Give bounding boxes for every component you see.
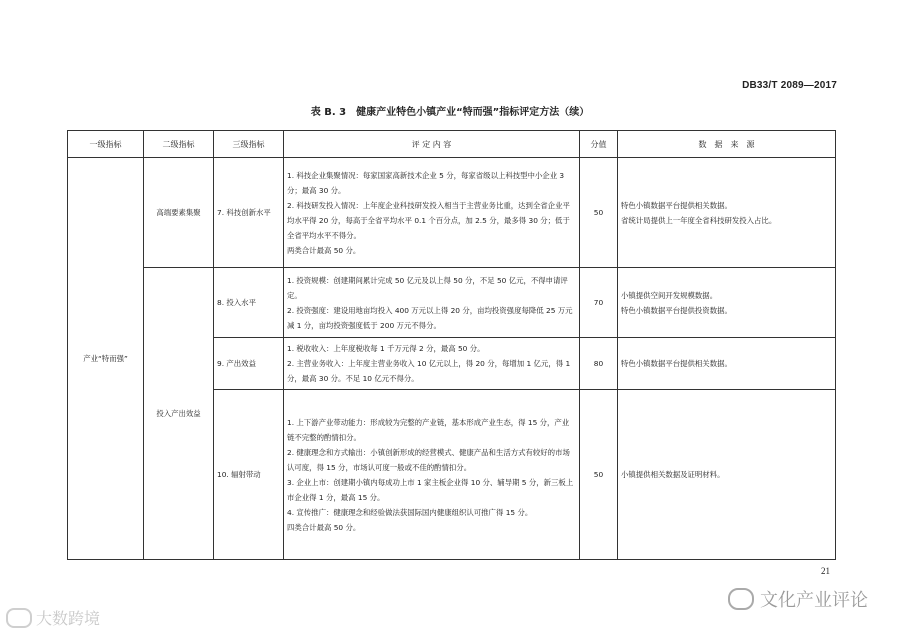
source-cell	[618, 158, 836, 268]
level3-cell: 7. 科技创新水平	[214, 158, 284, 268]
source-line: 特色小镇数据平台提供相关数据。	[621, 200, 732, 210]
score-cell: 70	[580, 268, 618, 338]
level2-cell: 高端要素集聚	[144, 158, 214, 268]
content-line: 1. 投资规模：创建期间累计完成 50 亿元及以上得 50 分，不足 50 亿元，不得申请评定。	[287, 275, 568, 300]
level3-cell: 8. 投入水平	[214, 268, 284, 338]
content-cell	[284, 158, 580, 268]
content-cell	[284, 268, 580, 338]
level3-cell: 10. 辐射带动	[214, 390, 284, 560]
watermark-text: 大数跨境	[36, 609, 101, 628]
header-content: 评 定 内 容	[284, 131, 580, 158]
source-line: 省统计局提供上一年度全省科技研发投入占比。	[621, 215, 777, 225]
header-level1: 一级指标	[68, 131, 144, 158]
content-line: 2. 投资强度：建设用地亩均投入 400 万元以上得 20 分，亩均投资强度每降低 25 万元减 1 分，亩均投资强度低于 200 万元不得分。	[287, 305, 573, 330]
content-line: 2. 主营业务收入：上年度主营业务收入 10 亿元以上，得 20 分，每增加 1 亿元，得 1 分，最高 30 分。不足 10 亿元不得分。	[287, 359, 571, 383]
score-cell: 50	[580, 158, 618, 268]
wechat-logo-icon	[728, 588, 754, 610]
header-score: 分值	[580, 131, 618, 158]
watermark-text: 文化产业评论	[760, 590, 868, 611]
watermark-brand	[6, 606, 100, 629]
content-line: 两类合计最高 50 分。	[287, 245, 361, 255]
source-line: 特色小镇数据平台提供投资数据。	[621, 305, 732, 315]
source-cell	[618, 268, 836, 338]
source-cell	[618, 390, 836, 560]
watermark-wechat	[728, 586, 868, 612]
content-line: 2. 科技研发投入情况：上年度企业科技研发投入相当于主营业务比重，达到全省企业平均水平得 20 分，每高于全省平均水平 0.1 个百分点，加 2.5 分，最多得 30 分；低于全省平均水平不得分。	[287, 200, 570, 240]
content-cell	[284, 338, 580, 390]
score-cell: 50	[580, 390, 618, 560]
level3-cell: 9. 产出效益	[214, 338, 284, 390]
source-cell	[618, 338, 836, 390]
evaluation-table	[67, 130, 836, 560]
table-row	[68, 268, 836, 338]
content-line: 2. 健康理念和方式输出：小镇创新形成的经营模式、健康产品和生活方式有较好的市场认可度，得 15 分，市场认可度一般或不佳的酌情扣分。	[287, 447, 570, 472]
table-row	[68, 158, 836, 268]
score-cell: 80	[580, 338, 618, 390]
page-number: 21	[821, 566, 830, 576]
content-line: 1. 税收收入：上年度税收每 1 千万元得 2 分，最高 50 分。	[287, 344, 485, 353]
source-line: 小镇提供空间开发规模数据。	[621, 290, 718, 300]
header-source: 数 据 来 源	[618, 131, 836, 158]
level2-cell: 投入产出效益	[144, 268, 214, 560]
content-line: 四类合计最高 50 分。	[287, 522, 361, 532]
content-cell	[284, 390, 580, 560]
table-header-row	[68, 131, 836, 158]
content-line: 1. 上下游产业带动能力：形成较为完整的产业链，基本形成产业生态，得 15 分，产业链不完整的酌情扣分。	[287, 417, 570, 442]
level1-cell: 产业“特而强”	[68, 158, 144, 560]
standard-code: DB33/T 2089—2017	[742, 80, 837, 91]
source-line: 小镇提供相关数据及证明材料。	[621, 470, 725, 479]
header-level3: 三级指标	[214, 131, 284, 158]
header-level2: 二级指标	[144, 131, 214, 158]
source-line: 特色小镇数据平台提供相关数据。	[621, 359, 732, 368]
brand-logo-icon	[6, 608, 32, 628]
content-line: 1. 科技企业集聚情况：每家国家高新技术企业 5 分，每家省级以上科技型中小企业 3 分；最高 30 分。	[287, 170, 565, 195]
content-line: 3. 企业上市：创建期小镇内每成功上市 1 家主板企业得 10 分、辅导期 5 分，新三板上市企业得 1 分，最高 15 分。	[287, 477, 574, 502]
content-line: 4. 宣传推广：健康理念和经验做法获国际国内健康组织认可推广得 15 分。	[287, 507, 533, 517]
table-title: 表 B. 3 健康产业特色小镇产业“特而强”指标评定方法（续）	[310, 107, 590, 118]
